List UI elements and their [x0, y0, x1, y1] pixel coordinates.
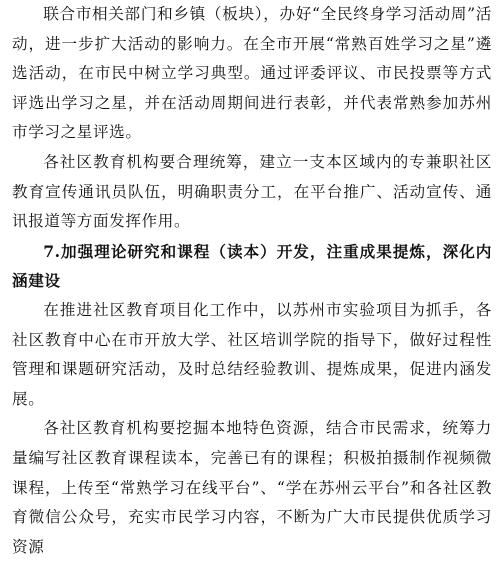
paragraph-learning-week: 联合市相关部门和乡镇（板块），办好“全民终身学习活动周”活动，进一步扩大活动的影响力。在全市开展“常熟百姓学习之星”遴选活动，在市民中树立学习典型。通过评委评议、市民投票等方式评选出学习之星，并在活动周期间进行表彰，并代表常熟参加苏州市学习之星评选。 — [12, 5, 492, 142]
paragraph-project-research: 在推进社区教育项目化工作中，以苏州市实验项目为抓手，各社区教育中心在市开放大学、社区培训学院的指导下，做好过程性管理和课题研究活动，及时总结经验教训、提炼成果，促进内涵发展。 — [12, 300, 492, 408]
document-page — [12, 0, 492, 562]
paragraph-publicity-team: 各社区教育机构要合理统筹，建立一支本区域内的专兼职社区教育宣传通讯员队伍，明确职责分工，在平台推广、活动宣传、通讯报道等方面发挥作用。 — [12, 152, 492, 231]
paragraph-course-resources: 各社区教育机构要挖掘本地特色资源，结合市民需求，统筹力量编写社区教育课程读本，完善已有的课程；积极拍摄制作视频微课程，上传至“常熟学习在线平台”、“学在苏州云平台”和各社区教育微信公众号，充实市民学习内容，不断为广大市民提供优质学习资源 — [12, 419, 492, 556]
section-heading-7: 7.加强理论研究和课程（读本）开发，注重成果提炼，深化内涵建设 — [12, 241, 492, 291]
